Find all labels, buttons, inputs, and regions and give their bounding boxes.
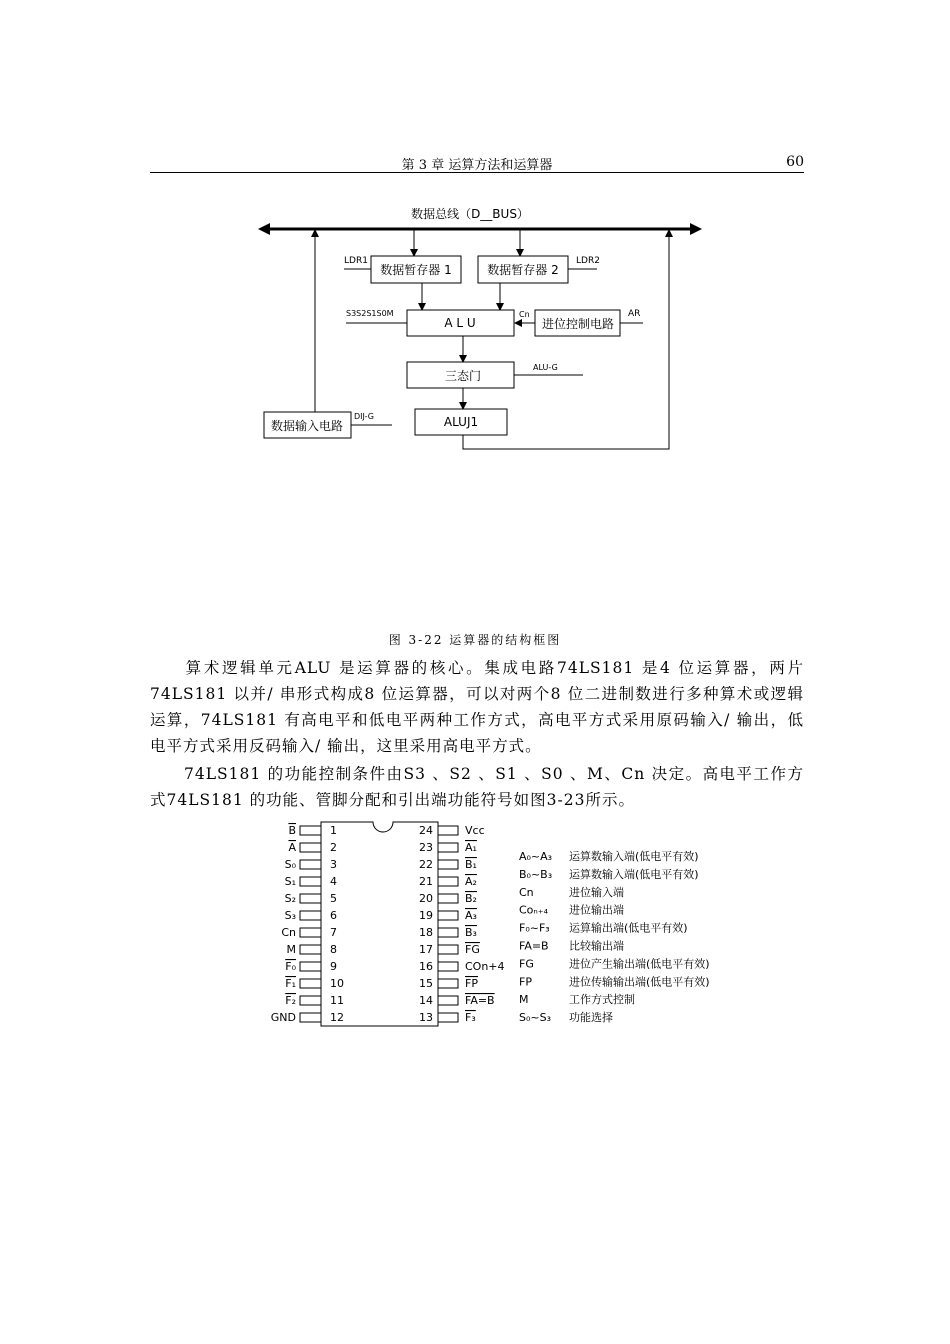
right-pin-name: Vcc (465, 824, 485, 837)
legend-description: 运算数输入端(低电平有效) (569, 850, 699, 863)
legend-symbol: F₀~F₃ (519, 921, 550, 935)
right-pin-number: 18 (419, 926, 433, 939)
right-pin-number: 24 (419, 824, 433, 837)
left-pin-lead (300, 996, 321, 1005)
right-pin-name: F₃ (465, 1011, 476, 1024)
left-pin-lead (300, 1013, 321, 1022)
left-pin-name: B (288, 824, 296, 837)
legend-symbol: Coₙ₊₄ (519, 903, 549, 917)
left-pin-number: 7 (330, 926, 337, 939)
left-pin-number: 10 (330, 977, 344, 990)
bus-label: 数据总线（D__BUS） (411, 207, 529, 221)
right-pin-number: 21 (419, 875, 433, 888)
chapter-title: 第 3 章 运算方法和运算器 (401, 158, 553, 173)
paragraph-alu-intro: 算术逻辑单元ALU 是运算器的核心。集成电路74LS181 是4 位运算器，两片74LS181 以并/ 串形式构成8 位运算器，可以对两个8 位二进制数进行多种算术或逻辑运算，74LS181 有高电平和低电平两种工作方式，高电平方式采用原码输入/ 输出，低电平方式采用反码输入/ 输出，这里采用高电平方式。 (150, 659, 804, 755)
alu-g-label: ALU-G (533, 363, 558, 372)
left-pin-name: M (286, 943, 296, 956)
legend-description: 进位输入端 (569, 885, 624, 899)
data-input-label: 数据输入电路 (270, 419, 344, 433)
tristate-label: 三态门 (444, 369, 482, 383)
aluj1-label: ALUJ1 (443, 415, 479, 429)
right-pin-name: FA=B (465, 994, 495, 1007)
ldr1-label: LDR1 (344, 256, 368, 266)
right-pin-lead (438, 962, 458, 971)
left-pin-number: 11 (330, 994, 344, 1007)
right-pin-name: B₁ (465, 858, 477, 871)
left-pin-number: 4 (330, 875, 337, 888)
left-pin-name: S₀ (284, 858, 296, 871)
left-pin-lead (300, 928, 321, 937)
legend-symbol: M (519, 993, 529, 1007)
carry-control-label: 进位控制电路 (541, 317, 615, 331)
register-1-label: 数据暂存器 1 (380, 263, 452, 277)
ar-label: AR (628, 309, 641, 319)
right-pin-lead (438, 1013, 458, 1022)
legend-description: 运算输出端(低电平有效) (569, 921, 688, 935)
right-pin-lead (438, 945, 458, 954)
left-pin-name: F₂ (285, 994, 296, 1007)
legend-symbol: FP (519, 975, 532, 989)
left-pin-lead (300, 911, 321, 920)
left-pin-number: 2 (330, 841, 337, 854)
right-pin-name: A₁ (465, 841, 477, 854)
left-pin-number: 6 (330, 909, 337, 922)
right-pin-lead (438, 826, 458, 835)
legend-description: 功能选择 (569, 1011, 613, 1025)
right-pin-lead (438, 928, 458, 937)
right-pin-lead (438, 996, 458, 1005)
right-pin-name: A₃ (465, 909, 477, 922)
left-pin-lead (300, 843, 321, 852)
right-pin-number: 17 (419, 943, 433, 956)
right-pin-lead (438, 894, 458, 903)
left-pin-name: Cn (281, 926, 296, 939)
legend-description: 进位输出端 (569, 903, 624, 917)
alu-control-label: S3S2S1S0M (346, 309, 394, 318)
right-pin-name: FP (465, 977, 478, 990)
left-pin-lead (300, 962, 321, 971)
right-pin-number: 23 (419, 841, 433, 854)
figure-caption: 图 3-22 运算器的结构框图 (388, 633, 562, 647)
right-pin-number: 13 (419, 1011, 433, 1024)
left-pin-number: 8 (330, 943, 337, 956)
left-pin-number: 1 (330, 824, 337, 837)
right-pin-lead (438, 860, 458, 869)
dij-g-label: DIJ-G (354, 412, 374, 421)
right-pin-lead (438, 911, 458, 920)
paragraph-control-conditions: 74LS181 的功能控制条件由S3 、S2 、S1 、S0 、M、Cn 决定。高电平工作方式74LS181 的功能、管脚分配和引出端功能符号如图3-23所示。 (150, 765, 804, 809)
right-pin-name: B₂ (465, 892, 477, 905)
right-pin-number: 15 (419, 977, 433, 990)
left-pin-name: F₀ (285, 960, 296, 973)
right-pin-number: 19 (419, 909, 433, 922)
left-pin-number: 9 (330, 960, 337, 973)
left-pin-name: F₁ (285, 977, 296, 990)
left-pin-lead (300, 860, 321, 869)
legend-description: 工作方式控制 (569, 993, 635, 1007)
right-pin-lead (438, 877, 458, 886)
legend-description: 运算数输入端(低电平有效) (569, 867, 699, 881)
right-pin-lead (438, 843, 458, 852)
left-pin-lead (300, 826, 321, 835)
legend-symbol: FA=B (519, 939, 549, 953)
left-pin-number: 12 (330, 1011, 344, 1024)
register-2-label: 数据暂存器 2 (487, 263, 559, 277)
left-pin-number: 5 (330, 892, 337, 905)
legend-symbol: FG (519, 957, 534, 971)
left-pin-name: GND (270, 1011, 296, 1024)
right-pin-name: B₃ (465, 926, 477, 939)
legend-description: 比较输出端 (569, 939, 624, 953)
right-pin-number: 20 (419, 892, 433, 905)
left-pin-name: S₂ (284, 892, 296, 905)
left-pin-lead (300, 894, 321, 903)
left-pin-name: S₁ (284, 875, 296, 888)
legend-symbol: S₀~S₃ (519, 1011, 552, 1025)
right-pin-name: A₂ (465, 875, 477, 888)
left-pin-lead (300, 877, 321, 886)
left-pin-lead (300, 945, 321, 954)
left-pin-name: A (288, 841, 296, 854)
right-pin-number: 22 (419, 858, 433, 871)
legend-symbol: Cn (519, 885, 534, 899)
legend-description: 进位产生输出端(低电平有效) (569, 957, 710, 971)
right-pin-number: 14 (419, 994, 433, 1007)
page-number: 60 (786, 154, 804, 170)
ldr2-label: LDR2 (576, 256, 600, 266)
cn-label: Cn (519, 310, 530, 319)
right-pin-lead (438, 979, 458, 988)
right-pin-name: COn+4 (465, 960, 505, 973)
right-pin-name: FG (465, 943, 480, 956)
right-pin-number: 16 (419, 960, 433, 973)
left-pin-name: S₃ (284, 909, 296, 922)
legend-symbol: A₀~A₃ (519, 850, 553, 863)
left-pin-number: 3 (330, 858, 337, 871)
legend-symbol: B₀~B₃ (519, 867, 553, 881)
alu-label: A L U (444, 316, 476, 330)
legend-description: 进位传输输出端(低电平有效) (569, 975, 710, 989)
left-pin-lead (300, 979, 321, 988)
